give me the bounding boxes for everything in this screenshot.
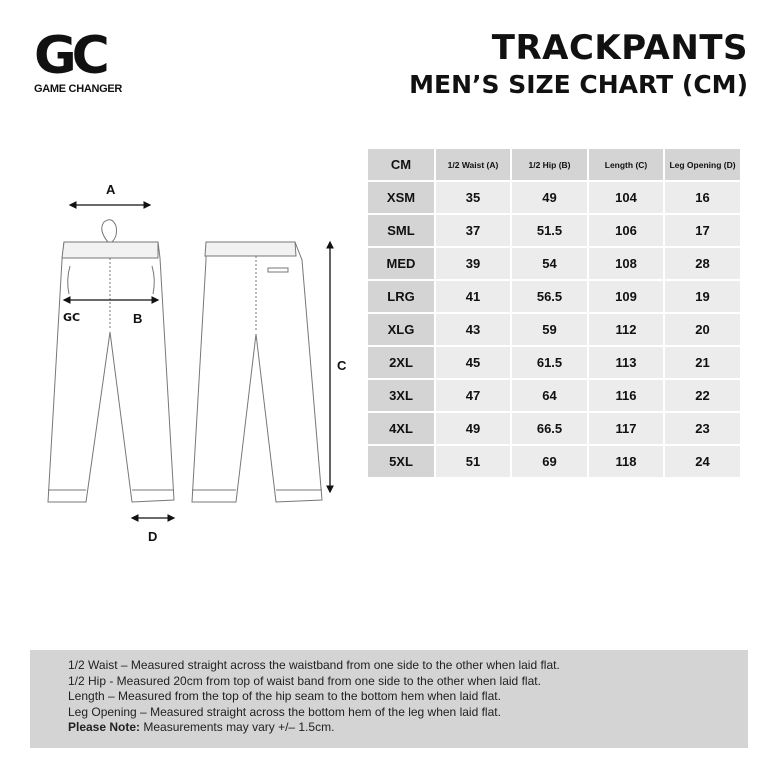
table-cell: 106: [589, 215, 663, 246]
table-cell: 47: [436, 380, 510, 411]
size-label: 5XL: [368, 446, 434, 477]
table-cell: 116: [589, 380, 663, 411]
table-cell: 45: [436, 347, 510, 378]
note-length: Length – Measured from the top of the hip seam to the bottom hem when laid flat.: [68, 689, 501, 703]
table-cell: 54: [512, 248, 587, 279]
table-cell: 22: [665, 380, 740, 411]
table-row: [368, 281, 740, 312]
front-pants: [48, 220, 174, 502]
table-row: [368, 182, 740, 213]
column-header: CM: [368, 149, 434, 180]
page-title-block: [409, 28, 748, 102]
table-cell: 37: [436, 215, 510, 246]
table-cell: 69: [512, 446, 587, 477]
table-row: [368, 380, 740, 411]
note-waist: 1/2 Waist – Measured straight across the waistband from one side to the other when laid flat.: [68, 658, 560, 672]
size-label: MED: [368, 248, 434, 279]
note-leg-opening: Leg Opening – Measured straight across the bottom hem of the leg when laid flat.: [68, 704, 501, 719]
size-label: 3XL: [368, 380, 434, 411]
size-label: 4XL: [368, 413, 434, 444]
column-header: 1/2 Hip (B): [512, 149, 587, 180]
table-cell: 49: [512, 182, 587, 213]
table-cell: 108: [589, 248, 663, 279]
brand-name: GAME CHANGER: [34, 83, 123, 95]
page-subtitle: MEN’S SIZE CHART (CM): [409, 70, 748, 99]
label-c: C: [337, 358, 347, 373]
column-header: Leg Opening (D): [665, 149, 740, 180]
note-label: Please Note:: [68, 720, 141, 734]
back-pants: [192, 242, 322, 502]
label-d: D: [148, 529, 158, 544]
table-cell: 49: [436, 413, 510, 444]
table-cell: 112: [589, 314, 663, 345]
table-cell: 109: [589, 281, 663, 312]
trackpants-diagram: [40, 170, 360, 560]
table-cell: 51.5: [512, 215, 587, 246]
note-text: Measurements may vary +/– 1.5cm.: [140, 720, 335, 734]
table-cell: 20: [665, 314, 740, 345]
size-table: [366, 147, 742, 479]
table-cell: 17: [665, 215, 740, 246]
label-a: A: [106, 182, 116, 197]
size-label: 2XL: [368, 347, 434, 378]
table-cell: 66.5: [512, 413, 587, 444]
table-cell: 104: [589, 182, 663, 213]
table-cell: 28: [665, 248, 740, 279]
table-cell: 21: [665, 347, 740, 378]
note-hip: 1/2 Hip - Measured 20cm from top of waist band from one side to the other when laid flat.: [68, 673, 541, 688]
brand-mark: GC: [34, 26, 105, 86]
table-cell: 41: [436, 281, 510, 312]
brand-logo: [34, 26, 124, 100]
table-row: [368, 446, 740, 477]
size-label: SML: [368, 215, 434, 246]
table-cell: 51: [436, 446, 510, 477]
table-cell: 56.5: [512, 281, 587, 312]
note-disclaimer: [68, 720, 748, 736]
table-cell: 61.5: [512, 347, 587, 378]
table-row: [368, 347, 740, 378]
page-title: TRACKPANTS: [491, 28, 748, 68]
table-row: [368, 314, 740, 345]
table-cell: 16: [665, 182, 740, 213]
table-cell: 113: [589, 347, 663, 378]
table-header-row: [368, 149, 740, 180]
table-cell: 35: [436, 182, 510, 213]
table-row: [368, 215, 740, 246]
size-label: XSM: [368, 182, 434, 213]
front-logo: GC: [63, 311, 81, 324]
size-label: LRG: [368, 281, 434, 312]
table-cell: 19: [665, 281, 740, 312]
table-row: [368, 248, 740, 279]
table-cell: 24: [665, 446, 740, 477]
table-cell: 117: [589, 413, 663, 444]
table-cell: 64: [512, 380, 587, 411]
table-cell: 39: [436, 248, 510, 279]
column-header: Length (C): [589, 149, 663, 180]
table-cell: 118: [589, 446, 663, 477]
table-row: [368, 413, 740, 444]
label-b: B: [133, 311, 143, 326]
column-header: 1/2 Waist (A): [436, 149, 510, 180]
table-cell: 43: [436, 314, 510, 345]
size-label: XLG: [368, 314, 434, 345]
table-cell: 59: [512, 314, 587, 345]
table-cell: 23: [665, 413, 740, 444]
measurement-notes: [30, 650, 748, 748]
